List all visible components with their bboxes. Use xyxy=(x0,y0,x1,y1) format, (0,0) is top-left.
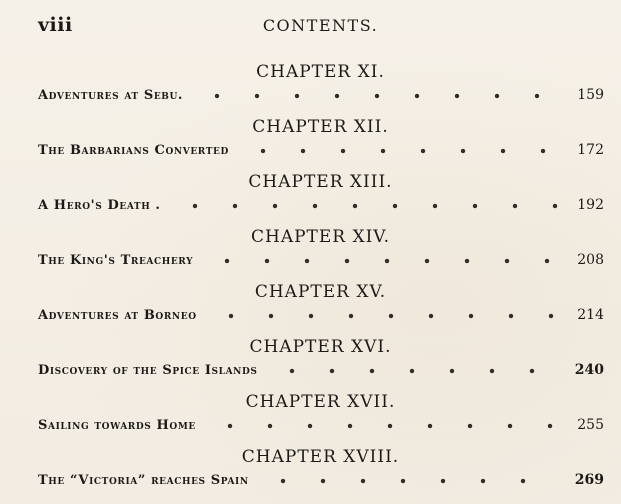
chapter-heading: CHAPTER XVI. xyxy=(249,337,392,357)
entry-title: Adventures at Borneo xyxy=(38,308,197,323)
toc-entry xyxy=(38,142,604,164)
entry-title: Sailing towards Home xyxy=(38,418,196,433)
toc-entry xyxy=(38,197,604,219)
page-number: viii xyxy=(38,14,73,36)
toc-chapter xyxy=(0,337,621,392)
toc-entry xyxy=(38,307,604,329)
table-of-contents xyxy=(0,62,621,502)
toc-chapter xyxy=(0,62,621,117)
chapter-heading: CHAPTER XIV. xyxy=(250,227,391,247)
toc-chapter xyxy=(0,447,621,502)
toc-entry xyxy=(38,87,604,109)
toc-entry xyxy=(38,417,604,439)
entry-title: Discovery of the Spice Islands xyxy=(38,363,258,378)
dot-leader xyxy=(205,309,560,319)
entry-page-number: 240 xyxy=(574,362,604,378)
toc-entry xyxy=(38,252,604,274)
dot-leader xyxy=(257,474,560,484)
entry-title: The Barbarians Converted xyxy=(38,143,229,158)
entry-title: The King's Treachery xyxy=(38,253,194,268)
entry-title: The “Victoria” reaches Spain xyxy=(38,473,249,488)
entry-title: A Hero's Death . xyxy=(38,198,161,213)
toc-chapter xyxy=(0,172,621,227)
dot-leader xyxy=(201,254,560,264)
entry-page-number: 172 xyxy=(577,142,604,158)
entry-page-number: 214 xyxy=(577,307,604,323)
entry-page-number: 208 xyxy=(577,252,604,268)
toc-chapter xyxy=(0,117,621,172)
chapter-heading: CHAPTER XVIII. xyxy=(241,447,400,467)
entry-page-number: 255 xyxy=(577,417,604,433)
chapter-heading: CHAPTER XIII. xyxy=(248,172,393,192)
chapter-heading: CHAPTER XI. xyxy=(256,62,385,82)
chapter-heading: CHAPTER XII. xyxy=(252,117,389,137)
entry-page-number: 192 xyxy=(577,197,604,213)
page-header xyxy=(0,12,621,38)
entry-page-number: 269 xyxy=(574,472,604,488)
dot-leader xyxy=(204,419,560,429)
toc-chapter xyxy=(0,282,621,337)
dot-leader xyxy=(169,199,560,209)
entry-page-number: 159 xyxy=(577,87,604,103)
toc-chapter xyxy=(0,227,621,282)
chapter-heading: CHAPTER XVII. xyxy=(245,392,396,412)
running-title: CONTENTS. xyxy=(262,16,379,35)
dot-leader xyxy=(266,364,560,374)
toc-chapter xyxy=(0,392,621,447)
toc-entry xyxy=(38,362,604,384)
entry-title: Adventures at Sebu. xyxy=(38,88,184,103)
toc-entry xyxy=(38,472,604,494)
dot-leader xyxy=(237,144,560,154)
dot-leader xyxy=(191,89,560,99)
chapter-heading: CHAPTER XV. xyxy=(254,282,387,302)
